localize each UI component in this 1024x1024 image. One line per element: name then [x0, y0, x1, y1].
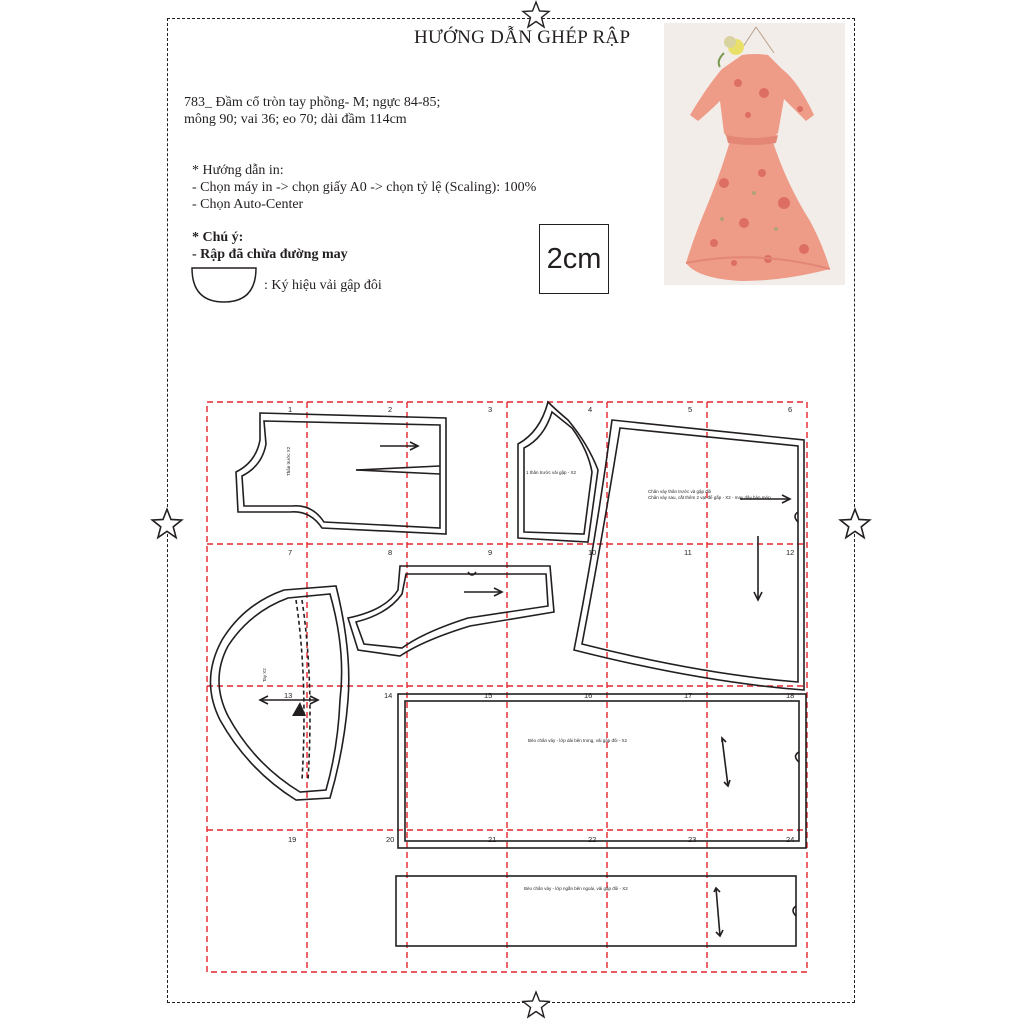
print-tile-grid — [207, 402, 807, 972]
front-bodice-small-label: 1 thân trước vải gập - X2 — [526, 470, 576, 475]
print-step-2: - Chọn Auto-Center — [192, 197, 304, 212]
front-bodice-piece — [236, 413, 446, 534]
grid-number-10: 10 — [588, 548, 597, 557]
note-heading: * Chú ý: — [192, 230, 244, 245]
hem-ruffle-long-piece — [398, 694, 806, 848]
grid-number-17: 17 — [684, 691, 693, 700]
scale-reference-box: 2cm — [539, 224, 609, 294]
grid-number-8: 8 — [388, 548, 393, 557]
grid-number-16: 16 — [584, 691, 593, 700]
grid-number-19: 19 — [288, 835, 297, 844]
grid-number-21: 21 — [488, 835, 497, 844]
grid-number-1: 1 — [288, 405, 293, 414]
front-label: Thân trước X2 — [286, 446, 291, 476]
print-step-1: - Chọn máy in -> chọn giấy A0 -> chọn tỷ lệ (Scaling): 100% — [192, 180, 537, 195]
grid-number-4: 4 — [588, 405, 593, 414]
grid-number-18: 18 — [786, 691, 795, 700]
sleeve-arrow-icon — [292, 702, 306, 716]
grid-number-23: 23 — [688, 835, 697, 844]
grid-number-5: 5 — [688, 405, 693, 414]
grid-number-7: 7 — [288, 548, 293, 557]
fold-symbol-label: : Ký hiệu vải gập đôi — [264, 278, 382, 293]
sleeve-label: Tay X2 — [262, 668, 267, 682]
grid-number-2: 2 — [388, 405, 393, 414]
sleeve-piece — [210, 586, 348, 800]
grid-number-15: 15 — [484, 691, 493, 700]
registration-star-right-icon — [838, 507, 872, 541]
registration-star-bottom-icon — [521, 990, 551, 1020]
page-title: HƯỚNG DẪN GHÉP RẬP — [414, 27, 631, 48]
hem-long-label: Bèo chân váy - lớp dài bên trong, vải gập đôi - X2 — [528, 738, 628, 743]
grid-number-14: 14 — [384, 691, 393, 700]
print-instructions-heading: * Hướng dẫn in: — [192, 163, 284, 178]
grid-number-11: 11 — [684, 548, 692, 557]
grid-number-12: 12 — [786, 548, 795, 557]
description-line-2: mông 90; vai 36; eo 70; dài đầm 114cm — [184, 112, 407, 127]
description-line-1: 783_ Đầm cổ tròn tay phồng- M; ngực 84-85; — [184, 95, 441, 110]
hem-short-label: Bèo chân váy - lớp ngắn bên ngoài, vải gập đôi - X2 — [524, 886, 628, 891]
note-text: - Rập đã chừa đường may — [192, 247, 348, 262]
registration-star-top-icon — [521, 0, 551, 30]
grid-number-22: 22 — [588, 835, 597, 844]
registration-star-left-icon — [150, 507, 184, 541]
grid-number-24: 24 — [786, 835, 795, 844]
grid-number-13: 13 — [284, 691, 293, 700]
back-bodice-piece — [348, 566, 554, 656]
grid-number-6: 6 — [788, 405, 793, 414]
grid-number-9: 9 — [488, 548, 493, 557]
skirt-label-1: Chân váy thân trước và gập đôi — [648, 489, 712, 494]
skirt-label-2: Chân váy sau, cắt thêm 2 vạt để gấp - X2 - may dây bàn mép — [648, 495, 771, 500]
grid-number-3: 3 — [488, 405, 493, 414]
grid-number-20: 20 — [386, 835, 395, 844]
